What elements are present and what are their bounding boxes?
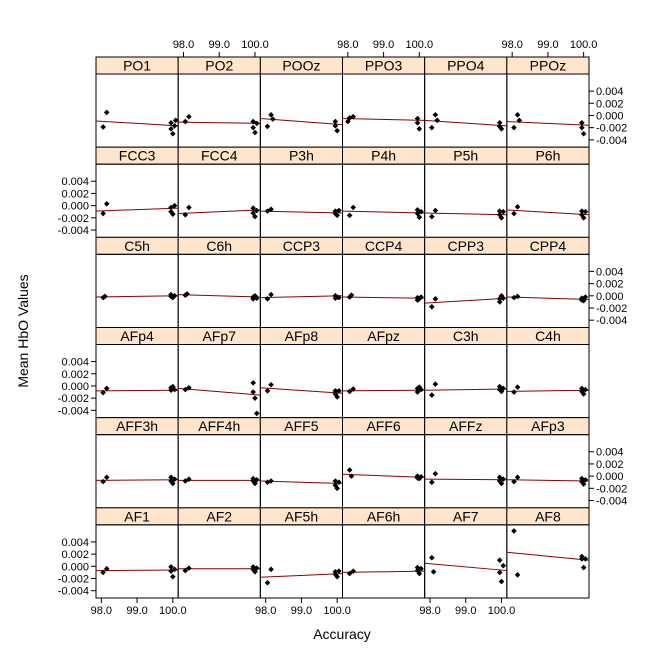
fit-line	[343, 390, 425, 391]
panel-strip-label: CPP4	[529, 237, 567, 254]
panel-frame	[343, 435, 425, 508]
panel-po2	[178, 57, 260, 147]
data-point	[429, 125, 435, 131]
panel-c5h	[96, 237, 178, 327]
data-point	[265, 296, 271, 302]
panel-frame	[260, 345, 342, 418]
data-point	[497, 299, 503, 305]
data-point	[579, 125, 585, 131]
panel-strip-label: CCP4	[364, 237, 403, 254]
panel-frame	[425, 164, 507, 237]
x-tick-label: 99.0	[455, 605, 477, 617]
fit-line	[425, 389, 507, 390]
data-point	[515, 384, 521, 390]
panel-strip-label: AF2	[206, 508, 233, 525]
panel-strip-label: POOz	[282, 57, 321, 74]
data-point	[433, 112, 439, 118]
data-point	[515, 572, 521, 578]
fit-line	[507, 390, 589, 391]
panel-af5h	[260, 508, 342, 598]
panel-strip-label: AF5h	[284, 508, 319, 525]
data-point	[433, 471, 439, 477]
panel-strip-label: AFp3	[531, 418, 565, 435]
y-tick-label: -0.002	[596, 302, 628, 315]
fit-line	[96, 121, 178, 126]
data-point	[511, 389, 517, 395]
panel-strip-label: AFpz	[367, 328, 400, 344]
panel-strip-label: AFp4	[120, 328, 154, 344]
data-point	[515, 475, 521, 481]
panel-aff3h	[96, 418, 178, 508]
panel-frame	[507, 254, 589, 327]
data-point	[104, 475, 110, 481]
panel-strip-label: C3h	[452, 328, 479, 344]
fit-line	[260, 296, 342, 298]
panel-strip-label: PO1	[123, 57, 152, 74]
panel-strip-label: PPOz	[529, 57, 567, 74]
fit-line	[96, 296, 178, 297]
panel-po1	[96, 57, 178, 147]
panel-strip-label: AFF5	[284, 418, 319, 435]
panel-c4h	[507, 328, 589, 418]
fit-line	[507, 552, 589, 560]
panel-strip-label: FCC3	[118, 147, 156, 164]
panel-frame	[96, 525, 178, 598]
panel-cpp4	[507, 237, 589, 327]
panel-strip-label: P5h	[453, 147, 479, 164]
panel-frame	[178, 254, 260, 327]
y-tick-label: -0.004	[57, 405, 89, 418]
x-tick-label: 98.0	[90, 605, 113, 617]
y-tick-label: 0.002	[61, 368, 89, 381]
fit-line	[425, 563, 507, 570]
fit-line	[96, 570, 178, 571]
panel-strip-label: AF7	[452, 508, 479, 525]
x-tick-label: 98.0	[419, 605, 441, 617]
panel-frame	[343, 525, 425, 598]
y-tick-label: 0.002	[61, 549, 89, 562]
y-tick-label: -0.002	[596, 122, 628, 135]
panel-c3h	[425, 328, 507, 418]
data-point	[415, 120, 421, 126]
panel-afp4	[96, 328, 178, 418]
data-point	[429, 555, 435, 561]
data-point	[511, 211, 517, 217]
y-tick-label: 0.004	[61, 536, 89, 549]
data-point	[497, 557, 503, 563]
fit-line	[507, 210, 589, 215]
panel-c6h	[178, 237, 260, 327]
data-point	[268, 292, 274, 298]
panel-frame	[260, 435, 342, 508]
y-tick-label: -0.002	[57, 212, 89, 225]
panel-frame	[96, 254, 178, 327]
y-axis-title: Mean HbO Values	[15, 274, 31, 388]
y-tick-label: 0.002	[596, 458, 624, 471]
data-point	[347, 213, 353, 219]
panel-af2	[178, 508, 260, 598]
panel-p6h	[507, 147, 589, 237]
panel-strip-label: C6h	[206, 237, 233, 254]
data-point	[347, 467, 353, 473]
panel-aff5	[260, 418, 342, 508]
y-tick-label: -0.002	[57, 573, 89, 586]
y-tick-label: 0.004	[596, 446, 624, 459]
panel-afpz	[343, 328, 425, 418]
x-tick-label: 100.0	[487, 605, 516, 617]
panel-p5h	[425, 147, 507, 237]
panel-frame	[425, 254, 507, 327]
panel-ccp4	[343, 237, 425, 327]
x-tick-label: 98.0	[501, 39, 523, 51]
x-tick-label: 100.0	[569, 39, 598, 51]
y-tick-label: -0.004	[57, 585, 89, 598]
data-point	[511, 528, 517, 534]
panel-frame	[178, 74, 260, 147]
panel-af6h	[343, 508, 425, 598]
x-tick-label: 99.0	[126, 605, 148, 617]
y-tick-label: -0.004	[596, 315, 628, 328]
x-tick-label: 98.0	[337, 39, 359, 51]
panel-afp3	[507, 418, 589, 508]
panel-ppo3	[343, 57, 425, 147]
panel-strip-label: AFFz	[449, 418, 483, 435]
panel-strip-label: AFp7	[202, 328, 236, 344]
panel-frame	[507, 525, 589, 598]
panel-p4h	[343, 147, 425, 237]
data-point	[268, 382, 274, 388]
y-tick-label: 0.000	[61, 380, 89, 393]
panel-strip-label: P3h	[288, 147, 314, 164]
x-tick-label: 98.0	[254, 605, 277, 617]
x-tick-label: 99.0	[372, 39, 395, 51]
panel-frame	[343, 345, 425, 418]
panel-afp8	[260, 328, 342, 418]
panel-frame	[178, 345, 260, 418]
data-point	[268, 567, 274, 573]
data-point	[429, 304, 435, 310]
panel-ppo4	[425, 57, 507, 147]
y-tick-label: 0.002	[596, 98, 624, 111]
fit-line	[178, 388, 260, 395]
data-point	[254, 411, 260, 417]
y-tick-label: -0.004	[596, 495, 628, 508]
data-point	[499, 579, 505, 585]
data-point	[433, 381, 439, 387]
data-point	[581, 565, 587, 571]
fit-line	[343, 474, 425, 477]
data-point	[515, 204, 521, 210]
x-tick-label: 100.0	[241, 39, 269, 51]
panel-cpp3	[425, 237, 507, 327]
panel-strip-label: PPO4	[447, 57, 485, 74]
panel-strip-label: AFp8	[284, 328, 319, 344]
panel-frame	[425, 74, 507, 147]
data-point	[186, 114, 192, 120]
data-point	[429, 214, 435, 220]
fit-line	[343, 119, 425, 121]
y-tick-label: 0.000	[61, 561, 89, 574]
y-tick-label: 0.004	[596, 266, 624, 279]
data-point	[511, 125, 517, 131]
panel-strip-label: AFF6	[366, 418, 401, 435]
panel-frame	[260, 164, 342, 237]
panel-affz	[425, 418, 507, 508]
y-tick-label: 0.000	[61, 200, 89, 213]
data-point	[431, 569, 437, 575]
data-point	[173, 118, 179, 124]
data-point	[434, 118, 440, 124]
data-point	[170, 131, 176, 137]
fit-line	[343, 211, 425, 213]
data-point	[581, 131, 587, 137]
data-point	[170, 574, 176, 580]
data-point	[100, 124, 106, 130]
data-point	[252, 395, 258, 401]
data-point	[417, 126, 423, 132]
panel-ccp3	[260, 237, 342, 327]
panel-frame	[260, 254, 342, 327]
panel-strip-label: P4h	[371, 147, 397, 164]
panel-afp7	[178, 328, 260, 418]
data-point	[104, 201, 110, 207]
fit-line	[425, 479, 507, 480]
y-tick-label: 0.002	[596, 278, 624, 291]
panel-p3h	[260, 147, 342, 237]
x-tick-label: 100.0	[159, 605, 187, 617]
panel-strip-label: AFF4h	[198, 418, 241, 435]
panel-frame	[507, 345, 589, 418]
data-point	[433, 208, 439, 214]
panel-frame	[178, 525, 260, 598]
data-point	[186, 205, 192, 211]
x-tick-label: 98.0	[172, 39, 195, 51]
panel-frame	[425, 435, 507, 508]
panel-aff6	[343, 418, 425, 508]
x-tick-label: 100.0	[405, 39, 434, 51]
panel-frame	[96, 164, 178, 237]
data-point	[500, 563, 506, 569]
panel-frame	[507, 435, 589, 508]
panel-strip-label: C4h	[535, 328, 561, 344]
data-point	[100, 479, 106, 485]
panel-strip-label: FCC4	[200, 147, 238, 164]
fit-line	[96, 480, 178, 481]
y-tick-label: -0.002	[57, 393, 89, 406]
y-tick-label: 0.004	[61, 356, 89, 369]
panel-frame	[96, 345, 178, 418]
fit-line	[260, 388, 342, 393]
panel-frame	[425, 345, 507, 418]
y-tick-label: 0.000	[596, 290, 624, 303]
panel-frame	[507, 74, 589, 147]
data-point	[250, 125, 256, 131]
fit-line	[343, 297, 425, 298]
panel-pooz	[260, 57, 342, 147]
fit-line	[178, 295, 260, 297]
x-tick-label: 99.0	[537, 39, 559, 51]
panel-frame	[425, 525, 507, 598]
fit-line	[178, 210, 260, 214]
data-point	[433, 296, 439, 302]
y-tick-label: 0.004	[596, 86, 624, 99]
panel-strip-label: CCP3	[282, 237, 321, 254]
panel-grid	[96, 57, 589, 598]
data-point	[183, 119, 189, 125]
x-tick-label: 100.0	[323, 605, 351, 617]
y-tick-label: 0.000	[596, 471, 624, 484]
data-point	[350, 205, 356, 211]
fit-line	[96, 208, 178, 211]
data-point	[104, 110, 110, 116]
x-tick-label: 99.0	[208, 39, 230, 51]
panel-frame	[507, 164, 589, 237]
x-tick-label: 99.0	[290, 605, 313, 617]
data-point	[515, 112, 521, 118]
panel-frame	[260, 525, 342, 598]
data-point	[265, 124, 271, 130]
y-tick-label: 0.002	[61, 188, 89, 201]
panel-strip-label: AFF3h	[116, 418, 159, 435]
panel-strip-label: CPP3	[447, 237, 485, 254]
fit-line	[260, 211, 342, 213]
panel-frame	[343, 74, 425, 147]
data-point	[250, 380, 256, 386]
fit-line	[425, 213, 507, 215]
panel-strip-label: PO2	[205, 57, 234, 74]
y-tick-label: 0.004	[61, 176, 89, 189]
panel-af1	[96, 508, 178, 598]
fit-line	[96, 390, 178, 391]
panel-frame	[178, 164, 260, 237]
x-axis-title: Accuracy	[313, 626, 371, 642]
data-point	[252, 130, 258, 136]
panel-frame	[343, 164, 425, 237]
data-point	[334, 128, 340, 134]
panel-strip-label: AF8	[535, 508, 561, 525]
panel-frame	[178, 435, 260, 508]
y-tick-label: 0.000	[596, 110, 624, 123]
fit-line	[507, 480, 589, 481]
y-tick-label: -0.002	[596, 483, 628, 496]
panel-af8	[507, 508, 589, 598]
fit-line	[178, 122, 260, 123]
panel-strip-label: AF6h	[366, 508, 401, 525]
panel-frame	[343, 254, 425, 327]
data-point	[265, 580, 271, 586]
fit-line	[260, 574, 342, 578]
panel-aff4h	[178, 418, 260, 508]
panel-ppoz	[507, 57, 589, 147]
panel-fcc3	[96, 147, 178, 237]
data-point	[100, 211, 106, 217]
data-point	[429, 392, 435, 398]
panel-fcc4	[178, 147, 260, 237]
panel-frame	[96, 435, 178, 508]
panel-strip-label: C5h	[124, 237, 150, 254]
data-point	[429, 479, 435, 485]
panel-frame	[96, 74, 178, 147]
panel-strip-label: P6h	[535, 147, 561, 164]
panel-af7	[425, 508, 507, 598]
panel-strip-label: AF1	[124, 508, 150, 525]
y-tick-label: -0.004	[596, 134, 628, 147]
panel-frame	[260, 74, 342, 147]
panel-strip-label: PPO3	[364, 57, 403, 74]
y-tick-label: -0.004	[57, 225, 89, 238]
